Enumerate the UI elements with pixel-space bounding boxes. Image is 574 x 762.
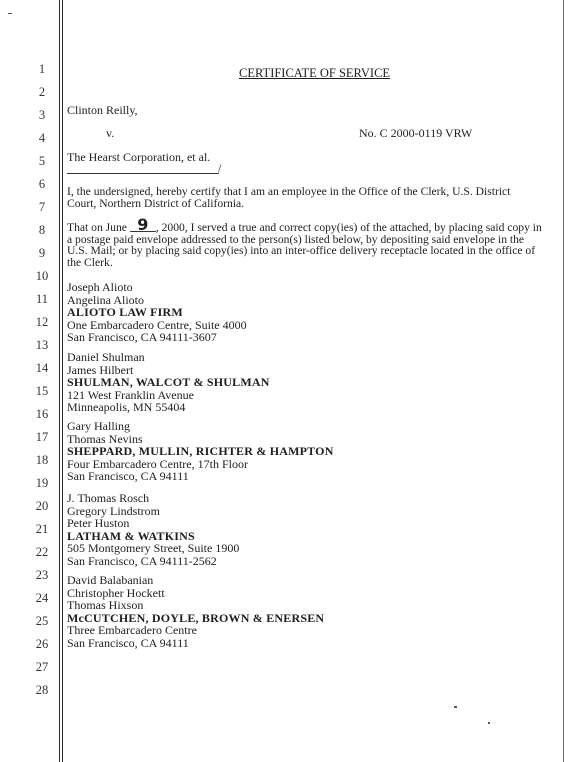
recipient-address: Three Embarcadero Centre [67,623,197,637]
line-number: 7 [38,200,46,214]
recipient-block [67,492,239,567]
line-number: 23 [35,568,49,582]
recipient-block [67,281,247,344]
line-number: 26 [35,637,49,651]
recipient-block [67,351,270,414]
recipient-name: Gary Halling [67,419,130,433]
line-number: 15 [35,384,49,398]
case-number: No. C 2000-0119 VRW [359,126,473,140]
recipient-name: Angelina Alioto [67,292,144,307]
recipient-address: San Francisco, CA 94111-2562 [67,553,217,568]
certification-line: I, the undersigned, hereby certify that I am an employee in the Office of the Clerk, U.S. District [67,185,511,198]
recipient-address: San Francisco, CA 94111 [67,635,189,650]
recipient-name: J. Thomas Rosch [67,491,150,505]
caption-slash: / [218,161,222,175]
recipient-name: Daniel Shulman [67,350,145,364]
line-number: 4 [38,131,46,145]
line-number: 19 [35,476,49,490]
service-date-prefix: That on June [67,221,127,234]
line-number: 21 [35,522,49,536]
scan-speck [454,706,457,708]
service-paragraph [67,215,565,269]
recipient-address: Four Embarcadero Centre, 17th Floor [67,456,248,471]
defendant-name: The Hearst Corporation, et al. [67,150,211,164]
recipient-name: David Balabanian [67,573,154,587]
line-number: 9 [38,246,46,260]
line-number: 6 [38,177,46,191]
recipient-block [67,420,334,483]
caption-underline [67,173,219,174]
line-number: 28 [35,683,49,697]
recipient-address: One Embarcadero Centre, Suite 4000 [67,317,247,332]
recipient-firm: ALIOTO LAW FIRM [67,305,183,319]
line-number: 17 [35,430,49,444]
line-number: 11 [35,292,49,306]
recipient-name: Thomas Nevins [67,431,143,446]
recipient-name: Joseph Alioto [67,280,133,294]
recipient-name: Thomas Hixson [67,598,144,612]
line-number: 27 [35,660,49,674]
line-number: 16 [35,407,49,421]
recipient-firm: SHULMAN, WALCOT & SHULMAN [67,375,270,389]
recipient-name: James Hilbert [67,362,134,377]
certification-line: Court, Northern District of California. [67,196,245,210]
service-line: a postage paid envelope addressed to the person(s) listed below, by depositing said envelope in the [67,232,525,246]
recipient-firm: McCUTCHEN, DOYLE, BROWN & ENERSEN [67,610,325,625]
line-number: 20 [35,499,49,513]
service-line [67,215,565,234]
recipient-firm: LATHAM & WATKINS [67,528,195,543]
handwritten-day: 9 [130,219,156,232]
scan-speck [488,722,490,724]
line-number: 1 [38,62,46,76]
line-number: 3 [38,108,46,122]
certification-paragraph [67,186,565,209]
recipient-address: San Francisco, CA 94111 [67,469,189,483]
recipient-address: 505 Montgomery Street, Suite 1900 [67,541,240,555]
line-number: 8 [38,223,46,237]
line-number: 18 [35,453,49,467]
recipient-block [67,574,324,649]
service-date-suffix: , 2000, I served a true and correct copy(ies) of the attached, by placing said copy in [155,221,542,234]
recipient-firm: SHEPPARD, MULLIN, RICHTER & HAMPTON [67,444,334,458]
line-number: 5 [38,154,46,168]
plaintiff-name: Clinton Reilly, [67,103,138,117]
versus-label: v. [106,126,115,140]
left-margin-rule-outer [59,0,60,762]
line-number: 24 [35,591,49,605]
line-number: 2 [38,85,46,99]
line-number: 12 [35,315,49,329]
line-number: 10 [35,269,49,283]
recipient-name: Gregory Lindstrom [67,503,160,518]
scan-speck [8,13,12,14]
left-margin-rule-inner [62,0,63,762]
service-line: the Clerk. [67,255,113,269]
recipient-name: Christopher Hockett [67,585,165,600]
line-number: 14 [35,361,49,375]
recipient-address: San Francisco, CA 94111-3607 [67,330,217,344]
document-title: CERTIFICATE OF SERVICE [239,66,391,80]
recipient-name: Peter Huston [67,516,130,530]
right-margin-rule [563,0,564,762]
recipient-address: 121 West Franklin Avenue [67,387,194,402]
service-line: U.S. Mail; or by placing said copy(ies) into an inter-office delivery receptacle located in the office of [67,244,536,258]
line-number: 13 [35,338,49,352]
line-number: 22 [35,545,49,559]
line-number: 25 [35,614,49,628]
recipient-address: Minneapolis, MN 55404 [67,400,186,414]
